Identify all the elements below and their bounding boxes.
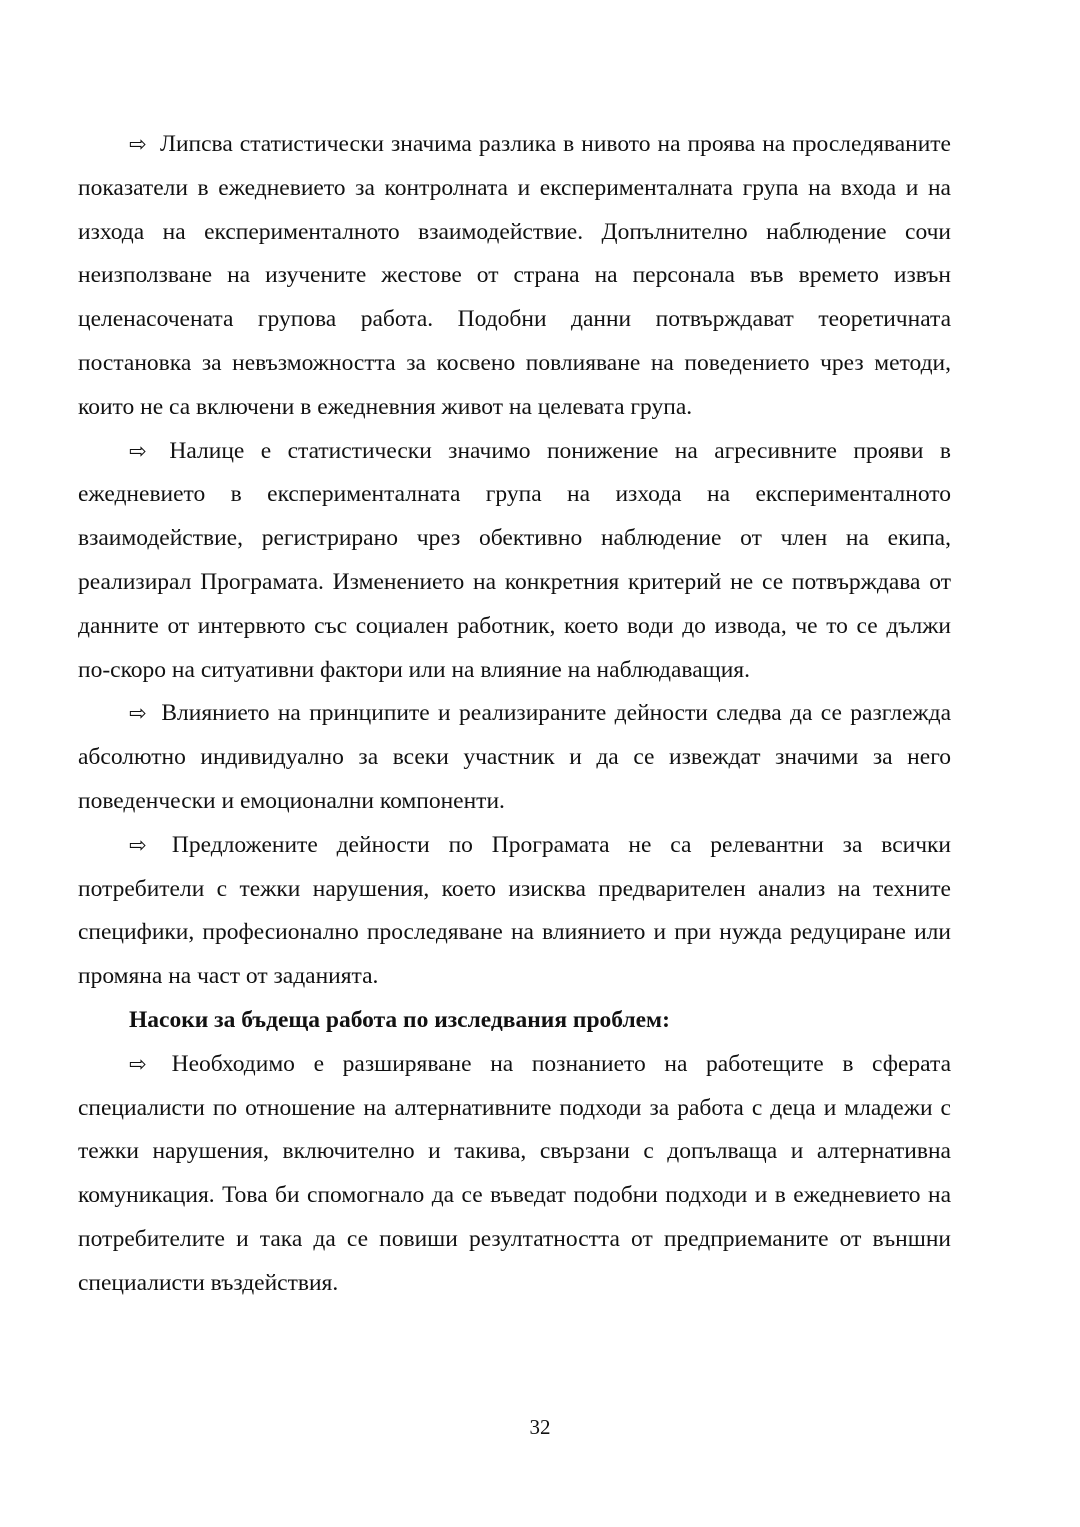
paragraph-3 [78, 692, 951, 823]
paragraph-2 [78, 430, 951, 693]
paragraph-2-text: Налице е статистически значимо понижение на агресивните прояви в ежедневието в експерименталната група на изхода на експерименталното взаимодействие, регистрирано чрез обективно наблюдение от член на екипа, реализирал Програмата. Изменението на конкретния критерий не се потвърждава от данните от интервюто със социален работник, което води до извода, че то се дължи по-скоро на ситуативни фактори или на влияние на наблюдаващия. [78, 437, 952, 683]
document-page [78, 123, 951, 1306]
right-arrow-icon: ⇨ [129, 701, 147, 726]
paragraph-5-text: Необходимо е разширяване на познанието на работещите в сферата специалисти по отношение на алтернативните подходи за работа с деца и младежи с тежки нарушения, включително и такива, свързани с допълваща и алтернативна комуникация. Това би спомогнало да се въведат подобни подходи и в ежедневието на потребителите и така да се повиши резултатността от предприеманите от външни специалисти въздействия. [78, 1050, 951, 1296]
right-arrow-icon: ⇨ [129, 132, 147, 156]
page-number: 32 [529, 1415, 551, 1439]
right-arrow-icon: ⇨ [129, 832, 147, 857]
section-heading: Насоки за бъдеща работа по изследвания проблем: [129, 1006, 670, 1033]
paragraph-4 [78, 824, 951, 999]
paragraph-3-text: Влиянието на принципите и реализираните дейности следва да се разглежда абсолютно индивидуално за всеки участник и да се извеждат значими за него поведенчески и емоционални компоненти. [78, 700, 951, 814]
right-arrow-icon: ⇨ [129, 1051, 147, 1076]
paragraph-1-text: Липсва статистически значима разлика в нивото на проява на проследяваните показатели в ежедневието за контролната и експерименталната група на входа и на изхода на експерименталното взаимодействие. Допълнително наблюдение сочи неизползване на изучените жестове от страна на персонала във времето извън целенасочената групова работа. Подобни данни потвърждават теоретичната постановка за невъзможността за косвено повлияване на поведението чрез методи, които не са включени в ежедневния живот на целевата група. [78, 131, 951, 420]
right-arrow-icon: ⇨ [129, 438, 147, 463]
paragraph-4-text: Предложените дейности по Програмата не са релевантни за всички потребители с тежки нарушения, което изисква предварителен анализ на техните специфики, професионално проследяване на влиянието и при нужда редуциране или промяна на част от заданията. [78, 831, 952, 990]
paragraph-1 [78, 123, 951, 430]
paragraph-5 [78, 1043, 951, 1306]
